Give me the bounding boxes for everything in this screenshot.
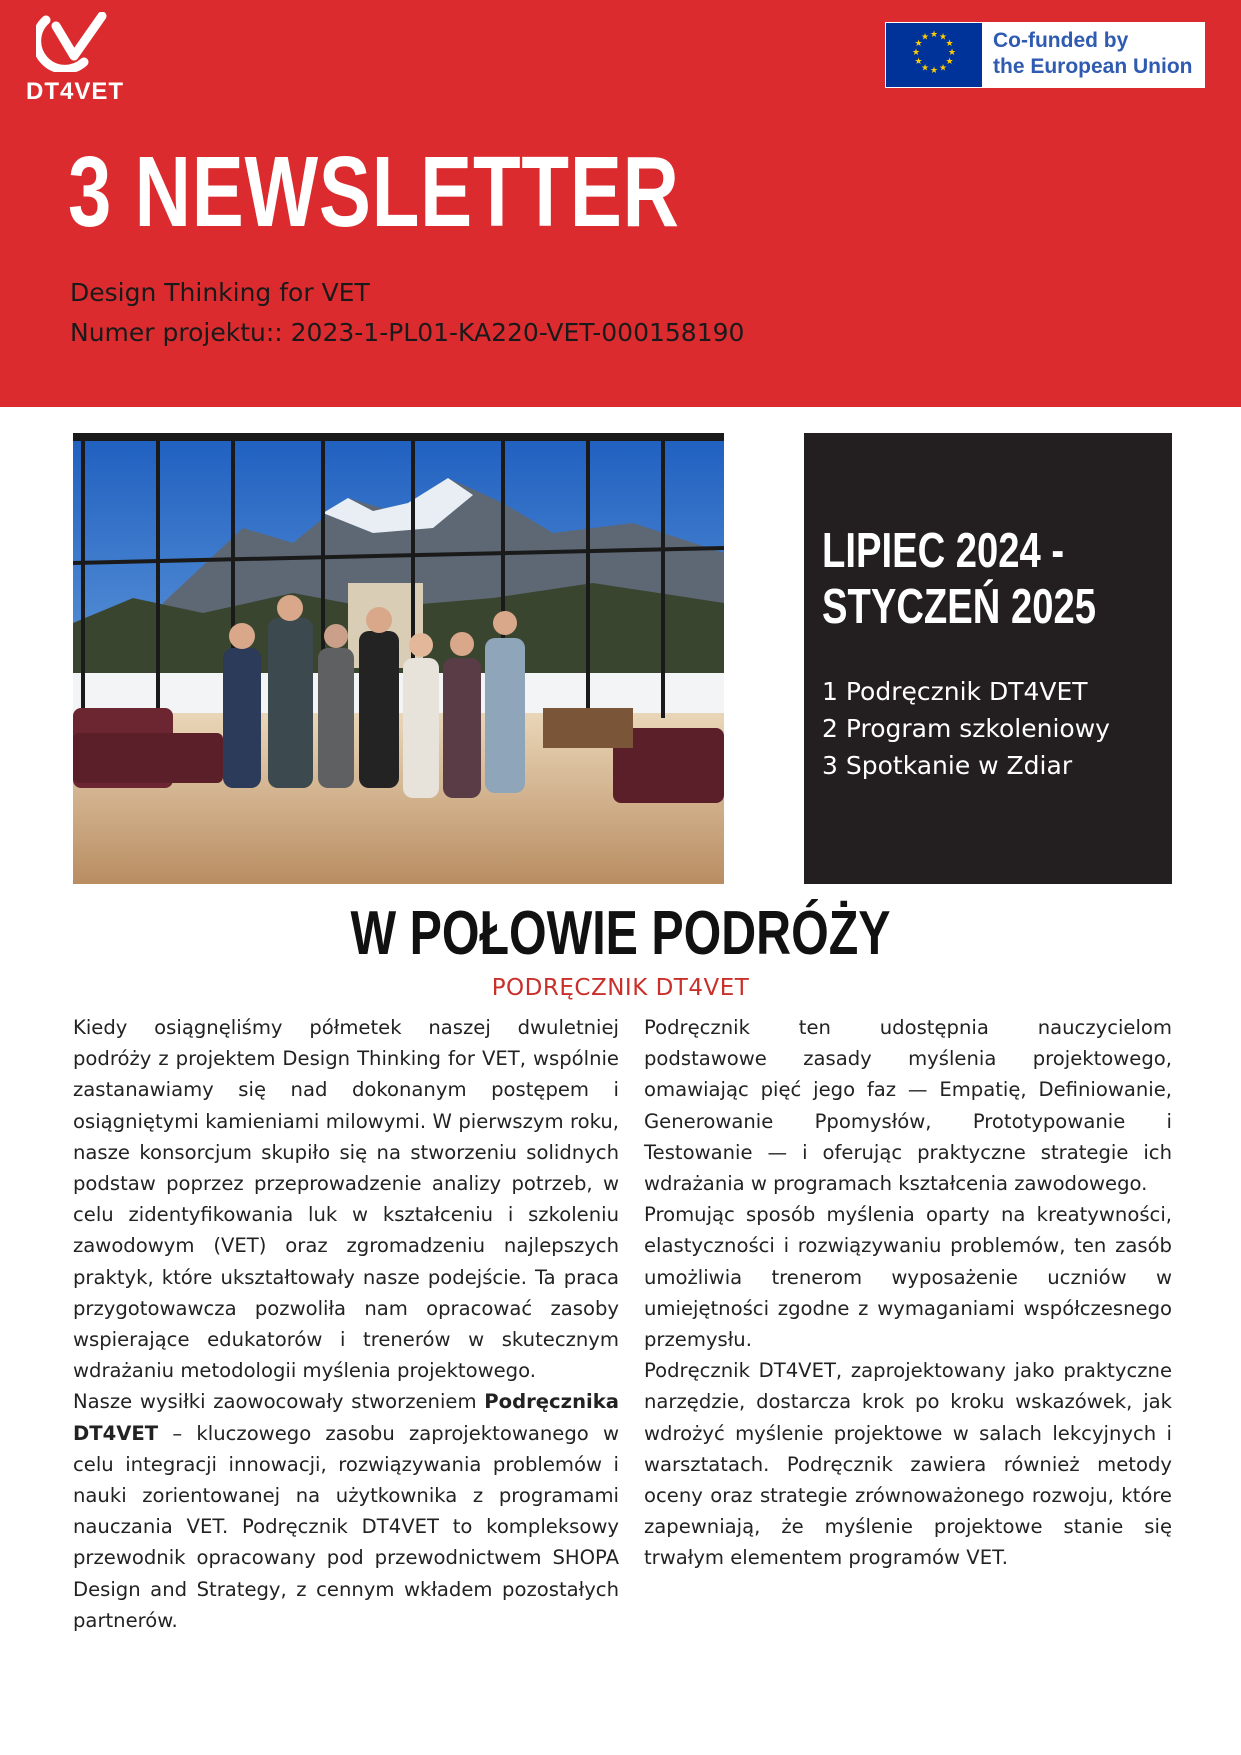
contents-item: 1 Podręcznik DT4VET [822,677,1088,706]
svg-text:★: ★ [947,48,957,58]
project-name: Design Thinking for VET [70,278,370,307]
group-photo [73,433,724,884]
svg-text:★: ★ [929,30,939,40]
logo-text: DT4VET [25,78,124,105]
svg-text:★: ★ [920,63,930,74]
svg-text:★: ★ [945,57,954,67]
dt4vet-logo-icon [36,12,114,72]
svg-text:★: ★ [938,32,948,43]
article-title: W POŁOWIE PODRÓŻY [350,899,891,968]
article-paragraph [73,1386,619,1636]
article-paragraph: Promując sposób myślenia oparty na kreatywności, elastyczności i rozwiązywaniu problemów, ten zasób umożliwia trenerom wyposażenie uczniów w umiejętności zgodne z wymaganiami współczesnego przemysłu. [644,1203,1172,1352]
eu-flag-icon [885,22,983,88]
newsletter-title: 3 NEWSLETTER [68,136,680,248]
svg-text:★: ★ [920,32,930,43]
eu-text-line2: the European Union [993,55,1193,78]
eu-cofunded-badge [885,22,1205,88]
article-paragraph: Kiedy osiągnęliśmy półmetek naszej dwuletniej podróży z projektem Design Thinking for VET, wspólnie zastanawiamy się nad dokonanym postępem i osiągniętymi kamieniami milowymi. W pierwszym roku, nasze konsorcjum skupiło się na stworzeniu solidnych podstaw poprzez przeprowadzenie analizy potrzeb, w celu zidentyfikowania luk w kształceniu i szkoleniu zawodowym (VET) oraz zgromadzeniu najlepszych praktyk, które ukształtowały nasze podejście. Ta praca przygotowawcza pozwoliła nam opracować zasoby wspierające edukatorów i trenerów w skutecznym wdrażaniu metodologii myślenia projektowego. [73,1016,619,1383]
svg-text:★: ★ [914,39,923,49]
period-sidebar [804,433,1172,884]
svg-text:★: ★ [938,63,948,74]
article-column-left [73,1012,619,1636]
dt4vet-logo [22,12,132,104]
header-banner [0,0,1241,407]
paragraph-text: Nasze wysiłki zaowocowały stworzeniem [73,1390,485,1414]
eu-text-line1: Co-funded by [993,29,1129,52]
article-column-right [644,1012,1172,1574]
article-paragraph: Podręcznik ten udostępnia nauczycielom podstawowe zasady myślenia projektowego, omawiając pięć jego faz — Empatię, Definiowanie, Generowanie Ppomysłów, Prototypowanie i Testowanie — i oferując praktyczne strategie ich wdrażania w programach kształcenia zawodowego. [644,1016,1172,1196]
svg-text:★: ★ [911,48,921,58]
project-number: Numer projektu:: 2023-1-PL01-KA220-VET-000158190 [70,318,745,347]
contents-item: 2 Program szkoleniowy [822,714,1110,743]
contents-item: 3 Spotkanie w Zdiar [822,751,1073,780]
handbook-name: Podręcznika DT4VET [73,1390,619,1445]
article-paragraph: Podręcznik DT4VET, zaprojektowany jako praktyczne narzędzie, dostarcza krok po kroku wskazówek, jak wdrożyć myślenie projektowe w salach lekcyjnych i warsztatach. Podręcznik zawiera również metody oceny oraz strategie zrównoważonego rozwoju, które zapewniają, że myślenie projektowe stanie się trwałym elementem programów VET. [644,1359,1172,1570]
svg-text:★: ★ [929,66,939,76]
paragraph-text: – kluczowego zasobu zaprojektowanego w celu integracji innowacji, rozwiązywania problemów i nauki zorientowanej na użytkownika z programami nauczania VET. Podręcznik DT4VET to kompleksowy przewodnik opracowany pod przewodnictwem SHOPA Design and Strategy, z cennym wkładem pozostałych partnerów. [73,1421,619,1632]
eu-cofunded-text [993,28,1203,80]
contents-list [822,673,1110,784]
svg-text:★: ★ [945,39,954,49]
period-heading [822,523,1134,635]
period-line1: LIPIEC 2024 - [822,524,1065,578]
article-subtitle: PODRĘCZNIK DT4VET [491,975,750,1001]
period-line2: STYCZEŃ 2025 [822,580,1097,634]
svg-text:★: ★ [914,57,923,67]
